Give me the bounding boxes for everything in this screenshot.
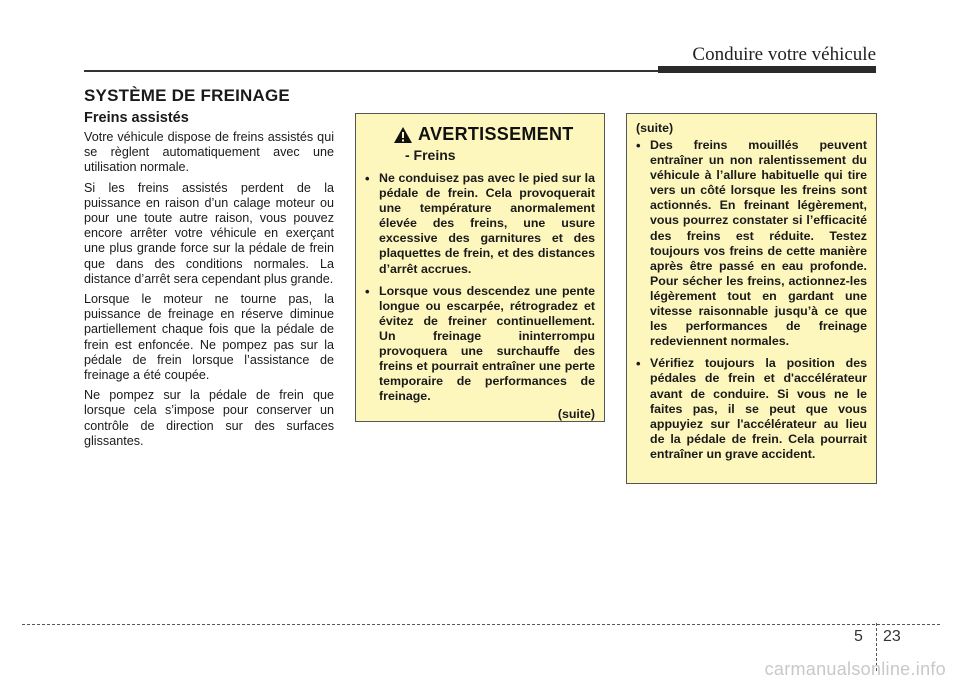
continued-label: (suite) bbox=[557, 407, 595, 422]
header-rule bbox=[84, 70, 662, 72]
warning-list bbox=[365, 171, 595, 404]
body-paragraph: Ne pompez sur la pédale de frein que lorsque cela s’impose pour conserver un contrôle de direction sur des surfaces glissantes. bbox=[84, 388, 334, 448]
section-title: SYSTÈME DE FREINAGE bbox=[84, 86, 290, 105]
subheading-power-brakes: Freins assistés bbox=[84, 110, 189, 126]
body-paragraph: Votre véhicule dispose de freins assistés qui se règlent automatiquement avec une utilisation normale. bbox=[84, 130, 334, 175]
chapter-number: 5 bbox=[854, 628, 863, 645]
warning-box-continued bbox=[626, 113, 877, 484]
footer-rule bbox=[22, 624, 940, 625]
warning-box-brakes bbox=[355, 113, 605, 422]
continued-label: (suite) bbox=[636, 121, 674, 135]
warning-title: AVERTISSEMENT bbox=[418, 124, 574, 144]
warning-item: • Ne conduisez pas avec le pied sur la pédale de frein. Cela provoquerait une température anormalement élevée des freins, une usure excessive des garnitures et des plaquettes de frein, et des distances d’arrêt accrues. bbox=[365, 171, 595, 277]
page-number: 23 bbox=[883, 628, 901, 645]
warning-item: • Des freins mouillés peuvent entraîner un non ralentissement du véhicule à l’allure habituelle qui tire vers un côté lorsque les freins sont actionnés. En freinant légèrement, vous pourrez constater si l’efficacité des freins est réduite. Testez toujours vos freins de cette manière après être passé en eau profonde. Pour sécher les freins, actionnez-les légèrement tout en gardant une vitesse raisonnable jusqu’à ce que les performances de freinage redeviennent normales. bbox=[636, 138, 867, 349]
body-paragraph: Lorsque le moteur ne tourne pas, la puissance de freinage en réserve diminue partiellement chaque fois que la pédale de frein est enfoncée. Ne pompez pas sur la pédale de frein lorsque l’assistance de freinage a été coupée. bbox=[84, 292, 334, 383]
watermark: carmanualsonline.info bbox=[764, 659, 946, 679]
warning-header bbox=[393, 124, 595, 145]
warning-item: • Vérifiez toujours la position des pédales de frein et d'accélérateur avant de conduire. Si vous ne le faites pas, il se peut que vous appuyiez sur l'accélérateur au lieu de la pédale de frein. Cela pourrait entraîner un grave accident. bbox=[636, 356, 867, 462]
warning-item: • Lorsque vous descendez une pente longue ou escarpée, rétrogradez et évitez de freiner continuellement. Un freinage ininterrompu provoquera une surchauffe des freins et pourrait entraîner une perte temporaire de performances de freinage. bbox=[365, 284, 595, 405]
warning-subtitle: - Freins bbox=[405, 147, 456, 163]
body-paragraph: Si les freins assistés perdent de la puissance en raison d’un calage moteur ou pour une toute autre raison, vous pouvez encore arrêter votre véhicule en exerçant une plus grande force sur la pédale de frein que dans des conditions normales. La distance d’arrêt sera cependant plus grande. bbox=[84, 180, 334, 286]
header-rule-thick bbox=[658, 66, 876, 73]
left-column bbox=[84, 110, 334, 454]
running-header-title: Conduire votre véhicule bbox=[692, 44, 876, 65]
warning-list bbox=[636, 138, 867, 462]
warning-triangle-icon bbox=[393, 126, 413, 144]
